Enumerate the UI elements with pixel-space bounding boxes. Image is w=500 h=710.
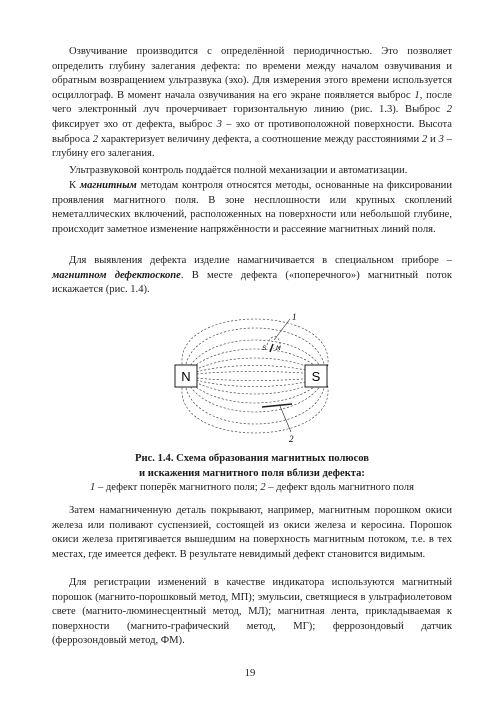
term-magnetic-defectoscope: магнитном дефектоскопе: [52, 269, 181, 281]
pole-s-label: S: [311, 369, 321, 384]
caption-legend: [52, 481, 452, 496]
caption-desc-2: – дефект вдоль магнитного поля: [265, 482, 414, 494]
callout-1-label: 1: [292, 312, 297, 322]
magnetic-field-figure: [150, 300, 360, 448]
text-run: Озвучивание производится с определённой периодичностью. Это позволяет определить глубину залегания дефекта: по времени между началом озвучивания и обратным возвращением ультразвука (эхо). Для измерения этого времени используется осциллограф. В момент начала озвучивания на его экране появляется выброс: [52, 46, 452, 101]
callout-2-label: 2: [289, 434, 294, 444]
term-magnetic: магнитным: [79, 180, 137, 191]
paragraph-defectoscope: [52, 254, 452, 298]
ref-number: 2: [446, 104, 452, 116]
paragraph-magnetic-methods: [52, 179, 452, 237]
ref-number: 3: [438, 133, 444, 145]
figure-caption: [52, 452, 452, 496]
ref-number: 1: [414, 89, 420, 101]
paragraph-ultrasound-automation: Ультразвуковой контроль поддаётся полной механизации и автоматизации.: [69, 165, 408, 176]
ref-number: 3: [216, 118, 222, 130]
text-run: – эхо от противоположной поверхности. Высота выброса: [52, 118, 452, 145]
caption-desc-1: – дефект поперёк магнитного поля;: [95, 482, 261, 494]
text-run: , после чего электронный луч прочерчивает горизонтальную линию (рис. 1.3). Выброс: [52, 89, 452, 116]
paragraph-indicator-methods: Для регистрации изменений в качестве индикатора используются магнитный порошок (магнито-порошковый метод, МП); эмульсии, светящиеся в ультрафиолетовом свете (магнито-люминесцентный метод, МЛ); магнитная лента, прикладываемая к поверхности (магнито-графический метод, МГ); феррозондовый датчик (феррозондовый метод, ФМ).: [52, 577, 452, 647]
callout-1-leader: [274, 319, 290, 340]
text-run: фиксирует эхо от дефекта, выброс: [52, 118, 217, 130]
text-run: Для выявления дефекта изделие намагничивается в специальном приборе –: [69, 255, 452, 266]
text-run: характеризует величину дефекта, а соотношение между расстояниями: [98, 133, 422, 145]
defect-2-crack: [262, 404, 292, 407]
caption-title-line2: и искажения магнитного поля вблизи дефекта:: [139, 467, 365, 479]
defect-pole-n-label: N: [276, 345, 281, 352]
caption-num-1: 1: [90, 482, 96, 494]
paragraph-iron-powder: Затем намагниченную деталь покрывают, например, магнитным порошком окиси железа или поливают суспензией, состоящей из окиси железа и керосина. Порошок окиси железа притягивается вышедшим на поверхность магнитным потоком, т.е. в тех местах, где имеется дефект. В результате невидимый дефект становится видимым.: [52, 505, 452, 560]
ref-number: 2: [421, 133, 428, 145]
text-run: . В месте дефекта («поперечного») магнитный поток искажается (рис. 1.4).: [52, 269, 452, 296]
defect-1-crack: [270, 344, 273, 352]
page-number: 19: [244, 668, 256, 679]
text-run: и: [427, 133, 439, 145]
defect-pole-s-label: S: [262, 345, 267, 352]
ref-number: 2: [92, 133, 99, 145]
text-run: – глубину его залегания.: [52, 133, 452, 160]
text-run: методам контроля относятся методы, основанные на фиксировании проявления магнитного поля. В зоне несплошности или крупных скоплений неметаллических включений, расположенных на поверхности или небольшой глубине, происходит заметное изменение напряжённости и рассеяние магнитных линий поля.: [52, 180, 452, 235]
pole-n-label: N: [181, 369, 191, 384]
caption-title-line1: Рис. 1.4. Схема образования магнитных полюсов: [135, 453, 369, 464]
text-run: К: [69, 180, 80, 191]
caption-num-2: 2: [260, 482, 266, 494]
pole-n-box: [175, 365, 197, 387]
paragraph-ultrasound-echo: [52, 45, 452, 162]
pole-s-box: [305, 365, 327, 387]
